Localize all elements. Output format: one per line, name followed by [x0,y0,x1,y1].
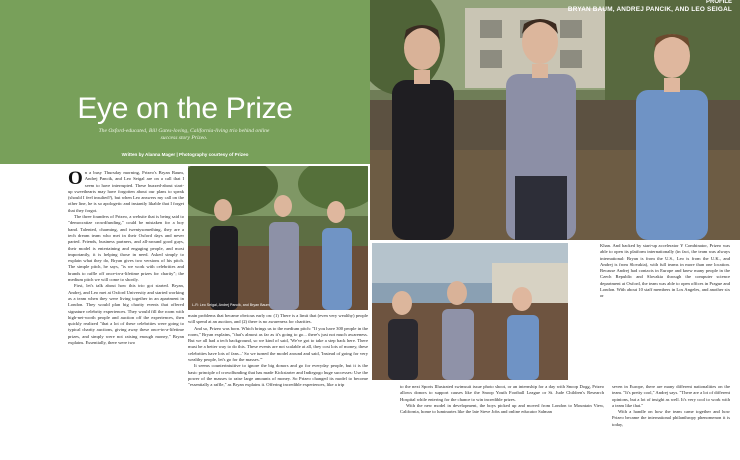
article-deck: The Oxford-educated, Bill Gates-loving, California-living trio behind online success story Prizeo. [98,128,270,142]
article-paragraph: The three founders of Prizeo, a website that is being said to "democratize crowdfunding," could be mistaken for a boy band. Talented, charming, and twentysomething, they are a tech dream team who met in their Oxford days and never parted. Friends, business partners, and all-around good guys, their model is entertaining and engaging people, and most importantly, it is helping those in need. Asked simply to explain what they do, Bryan gives two versions of his pitch. The simple pitch, he says, "is we work with celebrities and brands to raffle off once-in-a-lifetime prizes for charity"; the medium pitch we will come to shortly. [68,214,184,283]
article-column-5 [612,384,730,428]
section-label [568,0,732,13]
inline-photo-image [188,166,368,310]
drop-cap: O [68,168,83,189]
article-column-2 [188,313,368,389]
section-label-names: BRYAN BAUM, ANDREJ PANCIK, AND LEO SEIGAL [567,6,732,13]
article-column-4 [600,243,730,300]
inline-photo [188,166,368,310]
article-paragraph: main problems that became obvious early on: (1) There is a limit that (even very wealthy) people will spend at an auction, and (2) there is no awareness for charities. [188,313,368,325]
article-title: Eye on the Prize [77,92,293,125]
photo-caption: L-R: Leo Seigal, Andrej Pancik, and Bryan Baum [192,303,270,307]
article-paragraph: It seems counterintuitive to ignore the big donors and go for everyday people, but it is the basic principle of crowdfunding that has made Kickstarter and Indiegogo huge successes: Use the power of the masses to raise large amounts of money. So Prizeo changed its model to become "essentially a raffle," as Bryan explains it. Offering incredible experiences, like a trip [188,363,368,388]
article-paragraph: On a busy Thursday morning, Prizeo's Bryan Baum, Andrej Pancik, and Leo Seigal are on a call that I seem to have interrupted. These buzzed-about start-up sweethearts may have forgotten about our plans to speak (should I feel insulted?), but when Leo answers my call on the other line, he is so apologetic and instantly likable that I forget that they forgot. [68,168,184,213]
article-column-1 [68,170,184,346]
hero-photo [370,0,740,240]
article-paragraph: And so, Prizeo was born. Which brings us to the medium pitch: "If you have 300 people in the room," Bryan explains, "that's almost as far as it's going to go... there's just not much awareness. But we all had a tech background, so we kind of said, 'We've got to take a step back here. There must be a better way to do this. These events are not scalable at all, they cost lots of money, these celebrities have lots of fans...' So we turned the model around and said, 'Instead of going for very wealthy people, let's go for the masses.'" [188,325,368,363]
section-label-profile: PROFILE [705,0,732,5]
article-paragraph: First, let's talk about how this trio got started. Bryan, Andrej, and Leo met at Oxford University and started working as a team when they were living together in an apartment in London. They would plan big charity events that offered signature celebrity experiences. They would fill the room with high-net-worth people and auction off the experiences, then quickly realized "that a lot of these celebrities were going to typical charity auctions, giving away these once-in-a-lifetime prizes, and simply were not raising enough money," Bryan explains. Essentially, there were two [68,283,184,346]
article-paragraph: to the next Sports Illustrated swimsuit issue photo shoot, or an internship for a day with Snoop Dogg, Prizeo allows donors to support causes like the Snoop Youth Football League or St. Jude Children's Research Hospital while entering for the chance to win incredible prizes. [400,384,604,402]
title-band [0,0,370,164]
group-photo-image [372,243,568,380]
article-byline: Written by Alanna Mager | Photography courtesy of Prizeo [121,152,249,157]
group-photo [372,243,568,380]
article-paragraph: seven in Europe, there are many different nationalities on the team. "It's pretty cool," Andrej says. "There are a lot of different opinions, but a lot of insight as well. It's very cool to work with a team like that." [612,384,730,408]
article-column-3 [400,384,604,415]
article-paragraph: Khan. And backed by start-up accelerator Y Combinator, Prizeo was able to open its platform internationally (in fact, the team was always international: Bryan is from the U.S., Leo is from the U.K., and Andrej is from Slovakia), with full teams in more than one location. Because Andrej had contacts in Europe and knew many people in the Czech Republic and Slovakia through the computer science department at Oxford, the team was able to open offices in Prague and London. With about 10 staff members in Los Angeles, and another six or [600,243,730,299]
article-paragraph: With the new model in development, the boys picked up and moved from London to Mountain View, California, home to luminaries like the late Steve Jobs and online educator Salman [400,402,604,415]
hero-photo-image [370,0,740,240]
article-paragraph: With a handle on how the team came together and how Prizeo became the international philanthropy phenomenon it is today, [612,409,730,427]
